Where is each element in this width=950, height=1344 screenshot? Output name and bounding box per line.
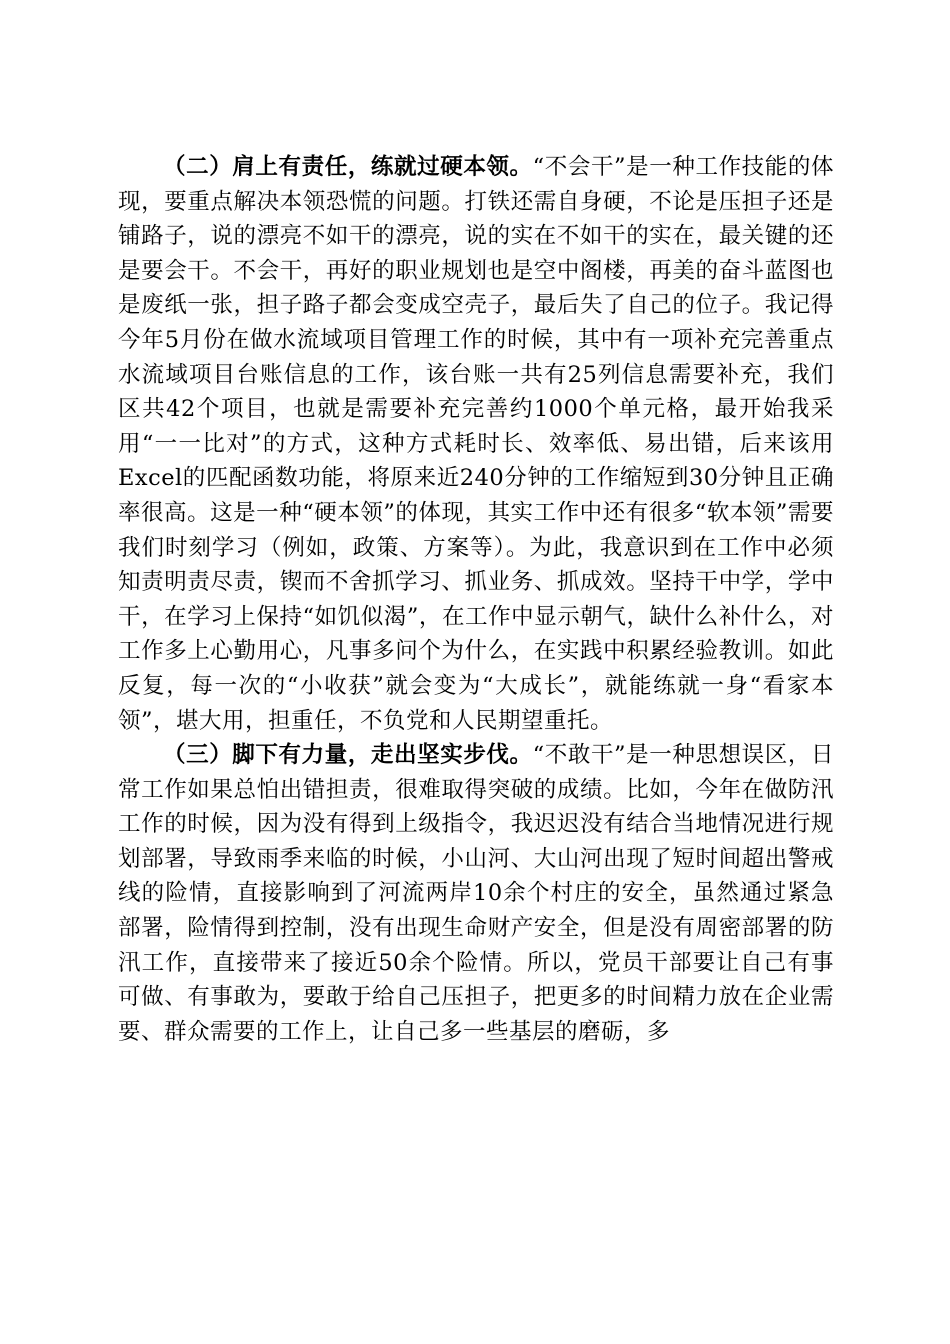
section-two-heading: （二）肩上有责任，练就过硬本领。: [163, 154, 533, 180]
section-three-text: “不敢干”是一种思想误区，日常工作如果总怕出错担责，很难取得突破的成绩。比如，今年在做防汛工作的时候，因为没有得到上级指令，我迟迟没有结合当地情况进行规划部署，导致雨季来临的时候，小山河、大山河出现了短时间超出警戒线的险情，直接影响到了河流两岸10余个村庄的安全，虽然通过紧急部署，险情得到控制，没有出现生命财产安全，但是没有周密部署的防汛工作，直接带来了接近50余个险情。所以，党员干部要让自己有事可做、有事敢为，要敢于给自己压担子，把更多的时间精力放在企业需要、群众需要的工作上，让自己多一些基层的磨砺，多: [118, 742, 834, 1045]
paragraph-section-two: [118, 150, 834, 738]
section-two-text: “不会干”是一种工作技能的体现，要重点解决本领恐慌的问题。打铁还需自身硬，不论是压担子还是铺路子，说的漂亮不如干的漂亮，说的实在不如干的实在，最关键的还是要会干。不会干，再好的职业规划也是空中阁楼，再美的奋斗蓝图也是废纸一张，担子路子都会变成空壳子，最后失了自己的位子。我记得今年5月份在做水流域项目管理工作的时候，其中有一项补充完善重点水流域项目台账信息的工作，该台账一共有25列信息需要补充，我们区共42个项目，也就是需要补充完善约1000个单元格，最开始我采用“一一比对”的方式，这种方式耗时长、效率低、易出错，后来该用Excel的匹配函数功能，将原来近240分钟的工作缩短到30分钟且正确率很高。这是一种“硬本领”的体现，其实工作中还有很多“软本领”需要我们时刻学习（例如，政策、方案等）。为此，我意识到在工作中必须知责明责尽责，锲而不舍抓学习、抓业务、抓成效。坚持干中学，学中干，在学习上保持“如饥似渴”，在工作中显示朝气，缺什么补什么，对工作多上心勤用心，凡事多问个为什么，在实践中积累经验教训。如此反复，每一次的“小收获”就会变为“大成长”，就能练就一身“看家本领”，堪大用，担重任，不负党和人民期望重托。: [118, 154, 834, 734]
document-body: [118, 150, 834, 1049]
section-three-heading: （三）脚下有力量，走出坚实步伐。: [163, 742, 533, 769]
paragraph-section-three: [118, 738, 834, 1049]
